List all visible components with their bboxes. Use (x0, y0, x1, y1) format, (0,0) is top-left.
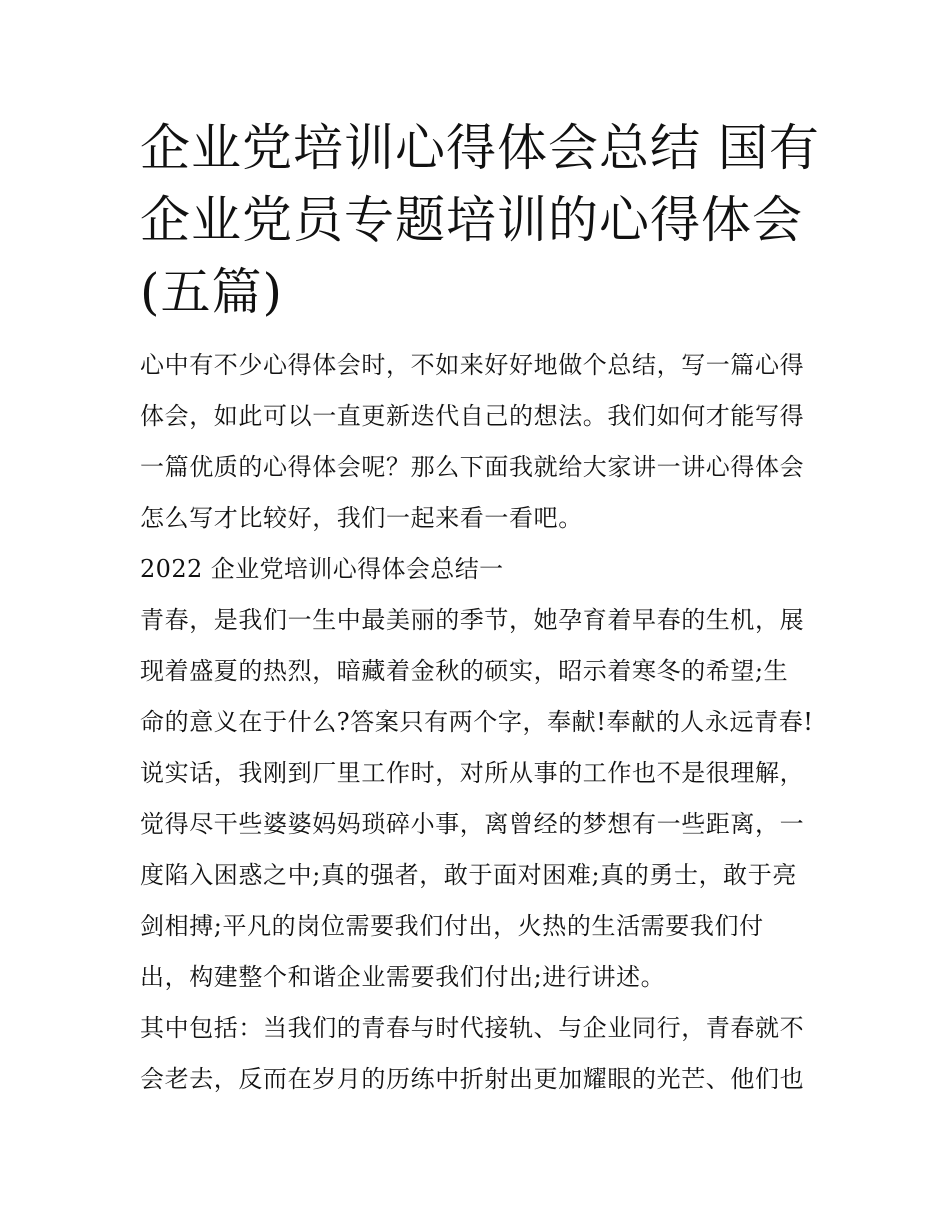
section-line: 命的意义在于什么?答案只有两个字，奉献!奉献的人永远青春! (140, 708, 814, 736)
title-line: 企业党员专题培训的心得体会 (140, 191, 803, 249)
title-line: (五篇) (140, 263, 284, 321)
document-body (140, 340, 820, 1105)
section-line: 青春，是我们一生中最美丽的季节，她孕育着早春的生机，展 (140, 606, 805, 634)
section-line: 现着盛夏的热烈，暗藏着金秋的硕实，昭示着寒冬的希望;生 (140, 657, 789, 685)
intro-line: 一篇优质的心得体会呢？那么下面我就给大家讲一讲心得体会 (140, 453, 805, 481)
title-line: 企业党培训心得体会总结 国有 (140, 119, 820, 177)
intro-line: 体会，如此可以一直更新迭代自己的想法。我们如何才能写得 (140, 402, 805, 430)
intro-line: 怎么写才比较好，我们一起来看一看吧。 (140, 504, 583, 532)
section-line: 说实话，我刚到厂里工作时，对所从事的工作也不是很理解， (140, 759, 805, 787)
section-line: 出，构建整个和谐企业需要我们付出;进行讲述。 (140, 963, 666, 991)
document-title (140, 112, 820, 328)
section-heading: 2022 企业党培训心得体会总结一 (140, 555, 504, 583)
section-line: 剑相搏;平凡的岗位需要我们付出，火热的生活需要我们付 (140, 912, 764, 940)
section-line: 觉得尽干些婆婆妈妈琐碎小事，离曾经的梦想有一些距离，一 (140, 810, 805, 838)
section-line: 度陷入困惑之中;真的强者，敢于面对困难;真的勇士，敢于亮 (140, 861, 797, 889)
section-line: 会老去，反而在岁月的历练中折射出更加耀眼的光芒、他们也 (140, 1065, 805, 1093)
document-page (140, 112, 820, 1105)
section-line: 其中包括：当我们的青春与时代接轨、与企业同行，青春就不 (140, 1014, 805, 1042)
intro-line: 心中有不少心得体会时，不如来好好地做个总结，写一篇心得 (140, 351, 805, 379)
